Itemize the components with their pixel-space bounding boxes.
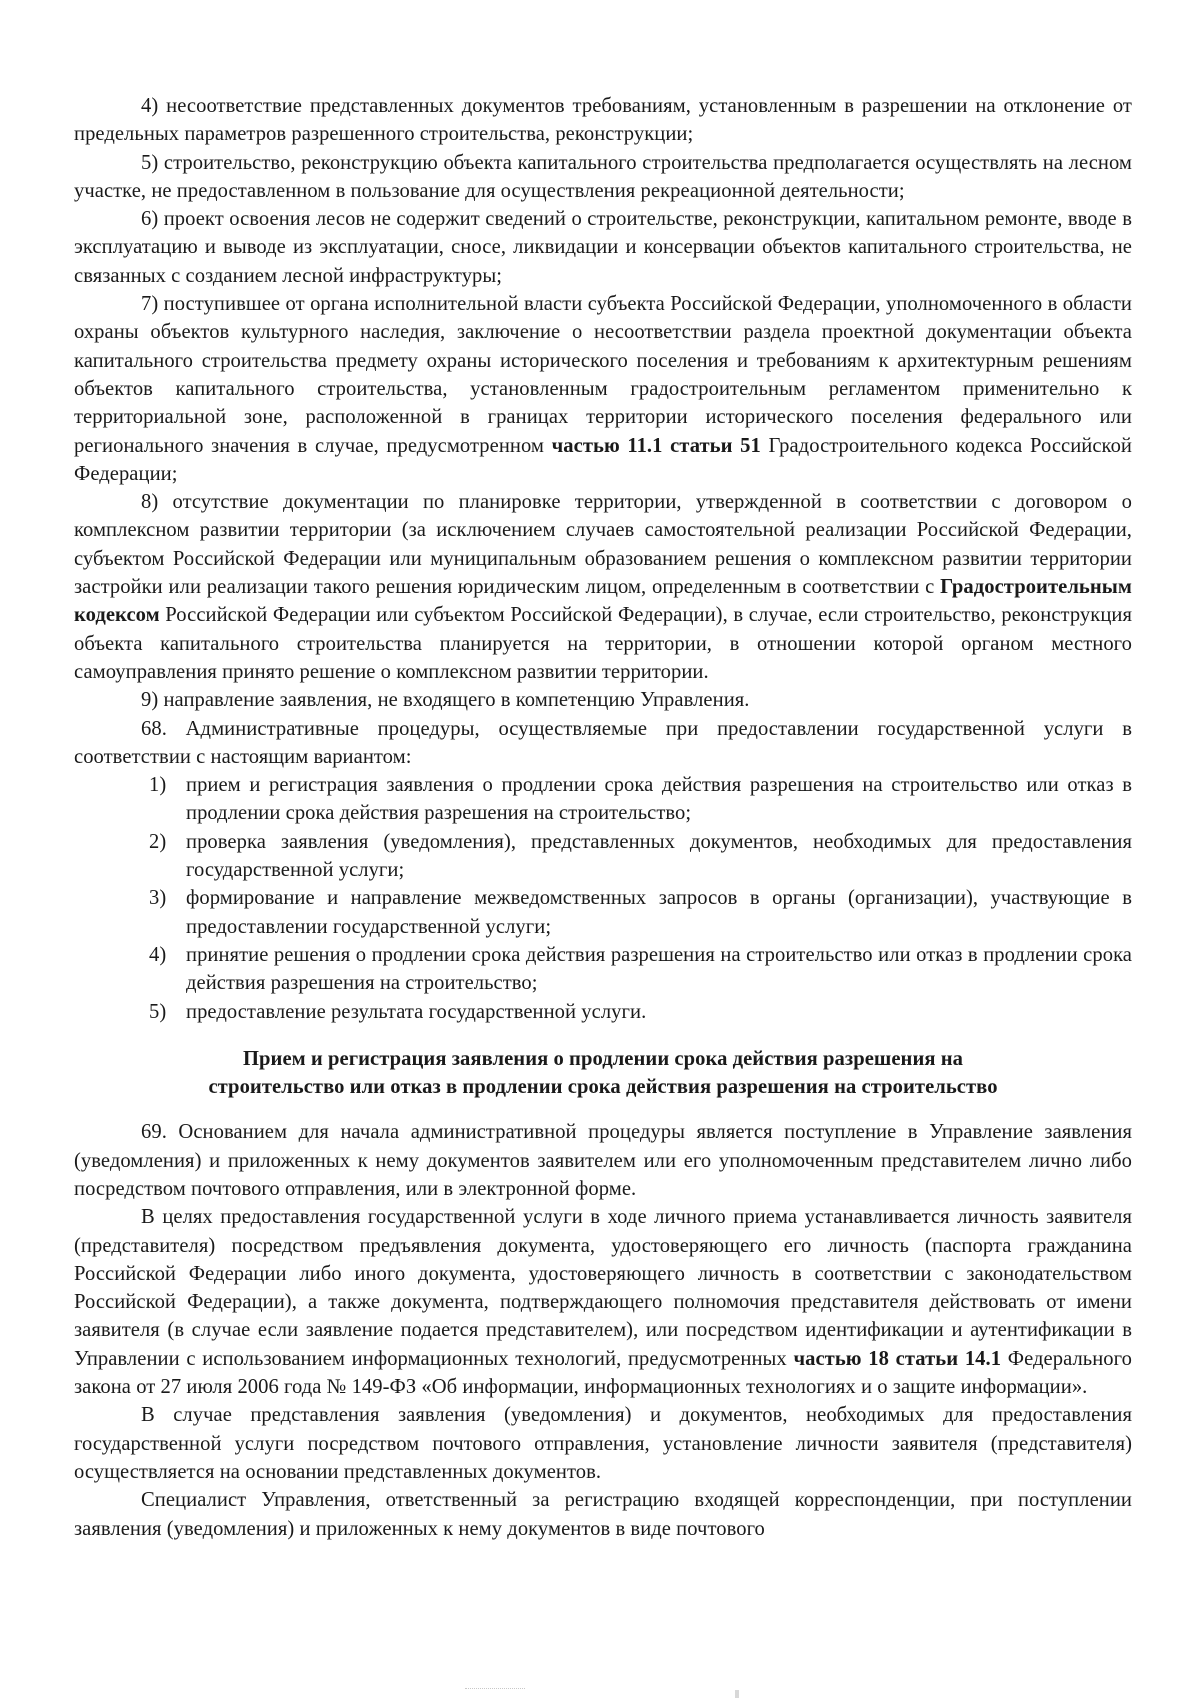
list-text: формирование и направление межведомственных запросов в органы (организации), участвующие в предоставлении государственной услуги; [186, 887, 1132, 938]
item-5: 5) строительство, реконструкцию объекта капитального строительства предполагается осуществлять на лесном участке, не предоставленном в пользование для осуществления рекреационной деятельности; [74, 151, 1132, 202]
paragraph-personal-reception [74, 1203, 1132, 1401]
list-text: прием и регистрация заявления о продлении срока действия разрешения на строительство или отказ в продлении срока действия разрешения на строительство; [186, 774, 1132, 825]
paragraph-specialist: Специалист Управления, ответственный за регистрацию входящей корреспонденции, при поступлении заявления (уведомления) и приложенных к нему документов в виде почтового [74, 1489, 1132, 1540]
item-8-text: 8) отсутствие документации по планировке территории, утвержденной в соответствии с договором о комплексном развитии территории (за исключением случаев самостоятельной реализации Российской Федерации, субъектом Российской Федерации или муниципальным образованием решения о комплексном развитии территории застройки или реализации такого решения юридическим лицом, определенным в соответствии с [74, 491, 1132, 599]
list-number: 3) [149, 887, 167, 910]
scan-artifact [465, 1688, 525, 1695]
list-text: проверка заявления (уведомления), представленных документов, необходимых для предоставления государственной услуги; [186, 830, 1132, 882]
item-8-law-reference: Градостроительным кодексом [74, 576, 1132, 627]
list-text: предоставление результата государственной услуги. [186, 1000, 647, 1023]
personal-reception-text: В целях предоставления государственной услуги в ходе личного приема устанавливается личность заявителя (представителя) посредством предъявления документа, удостоверяющего его личность (паспорта гражданина Российской Федерации либо иного документа, удостоверяющего личность в соответствии с законодательством Российской Федерации), а также документа, подтверждающего полномочия представителя действовать от имени заявителя (в случае если заявление подается представителем), или посредством идентификации и аутентификации в Управлении с использованием информационных технологий, предусмотренных [74, 1206, 1132, 1370]
section-heading [74, 1045, 1132, 1102]
item-8-text-end: Российской Федерации или субъектом Российской Федерации), в случае, если строительство, реконструкция объекта капитального строительства планируется на территории, в отношении которой органом местного самоуправления принято решение о комплексном развитии территории. [74, 604, 1132, 683]
item-4: 4) несоответствие представленных документов требованиям, установленным в разрешении на отклонение от предельных параметров разрешенного строительства, реконструкции; [74, 95, 1132, 146]
item-9: 9) направление заявления, не входящего в компетенцию Управления. [141, 689, 750, 712]
document-page [74, 92, 1132, 1543]
procedure-list-item [74, 884, 1132, 941]
paragraph-postal: В случае представления заявления (уведомления) и документов, необходимых для предоставления государственной услуги посредством почтового отправления, установление личности заявителя (представителя) осуществляется на основании представленных документов. [74, 1404, 1132, 1483]
item-7 [74, 290, 1132, 488]
item-7-law-reference: частью 11.1 статьи 51 [551, 434, 761, 457]
paragraph-68: 68. Административные процедуры, осуществляемые при предоставлении государственной услуги в соответствии с настоящим вариантом: [74, 717, 1132, 768]
procedure-list-item [74, 771, 1132, 828]
item-8 [74, 488, 1132, 686]
scan-artifact [735, 1690, 739, 1698]
procedure-list-item [74, 941, 1132, 998]
section-heading-line-1: Прием и регистрация заявления о продлении срока действия разрешения на [242, 1047, 964, 1070]
item-7-text-end: Градостроительного кодекса Российской Федерации; [74, 434, 1132, 485]
procedure-list-item [74, 998, 1132, 1026]
list-text: принятие решения о продлении срока действия разрешения на строительство или отказ в продлении срока действия разрешения на строительство; [186, 943, 1132, 995]
personal-reception-text-end: Федерального закона от 27 июля 2006 года № 149-ФЗ «Об информации, информационных технологиях и о защите информации». [74, 1347, 1132, 1399]
procedure-list-item [74, 828, 1132, 885]
list-number: 4) [149, 943, 167, 966]
section-heading-line-2: строительство или отказ в продлении срока действия разрешения на строительство [208, 1076, 998, 1099]
personal-reception-law-reference: частью 18 статьи 14.1 [793, 1347, 1002, 1370]
paragraph-69: 69. Основанием для начала административной процедуры является поступление в Управление заявления (уведомления) и приложенных к нему документов заявителем или его уполномоченным представителем лично либо посредством почтового отправления, или в электронной форме. [74, 1121, 1132, 1200]
list-number: 1) [149, 774, 167, 797]
list-number: 5) [149, 1000, 167, 1023]
list-number: 2) [149, 830, 167, 853]
item-6: 6) проект освоения лесов не содержит сведений о строительстве, реконструкции, капитальном ремонте, вводе в эксплуатацию и выводе из эксплуатации, сносе, ликвидации и консервации объектов капитального строительства, не связанных с созданием лесной инфраструктуры; [74, 208, 1132, 287]
item-7-text: 7) поступившее от органа исполнительной власти субъекта Российской Федерации, уполномоченного в области охраны объектов культурного наследия, заключение о несоответствии раздела проектной документации объекта капитального строительства предмету охраны исторического поселения и требованиям к архитектурным решениям объектов капитального строительства, установленным градостроительным регламентом применительно к территориальной зоне, расположенной в границах территории исторического поселения федерального или регионального значения в случае, предусмотренном [74, 293, 1132, 457]
procedure-list [74, 771, 1132, 1026]
